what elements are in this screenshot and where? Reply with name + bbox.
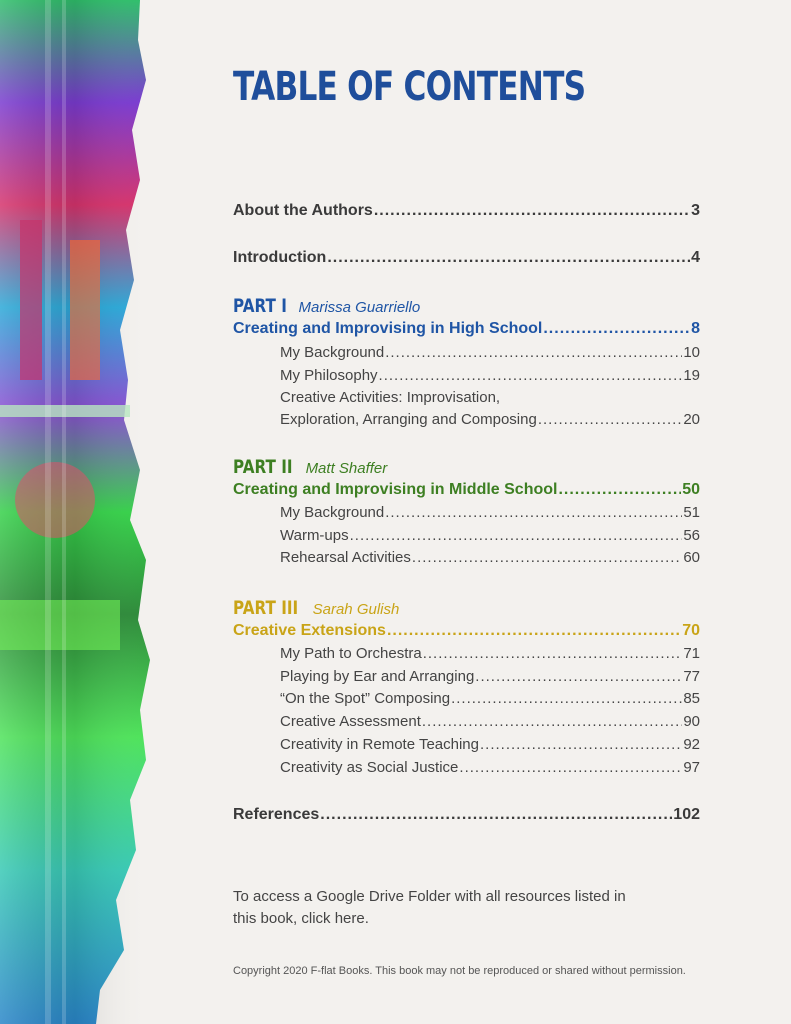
part-2-header: [233, 456, 387, 478]
toc-entry-page: 71: [683, 645, 700, 662]
dot-leader: [538, 411, 682, 428]
dot-leader: [423, 645, 683, 662]
toc-entry-title: Exploration, Arranging and Composing: [280, 411, 537, 428]
toc-entry[interactable]: [280, 367, 700, 384]
dot-leader: [374, 202, 690, 220]
toc-entry-title: Rehearsal Activities: [280, 549, 411, 566]
dot-leader: [422, 713, 682, 730]
part-label: PART III: [233, 597, 299, 619]
toc-entry-title: My Path to Orchestra: [280, 645, 422, 662]
dot-leader: [558, 481, 681, 499]
toc-entry-page: 51: [683, 504, 700, 521]
toc-entry-title: My Background: [280, 504, 385, 521]
dot-leader: [385, 504, 682, 521]
toc-entry[interactable]: [280, 645, 700, 662]
dot-leader: [480, 736, 682, 753]
toc-entry-page: 92: [683, 736, 700, 753]
toc-entry-title: Playing by Ear and Arranging: [280, 668, 475, 685]
part-label: PART I: [233, 295, 287, 317]
dot-leader: [459, 759, 682, 776]
toc-entry-title: Creativity as Social Justice: [280, 759, 459, 776]
toc-entry[interactable]: [280, 344, 700, 361]
toc-entry[interactable]: [280, 527, 700, 544]
part-label: PART II: [233, 456, 293, 478]
toc-entry-title: My Philosophy: [280, 367, 378, 384]
toc-entry-title: Creativity in Remote Teaching: [280, 736, 479, 753]
toc-part-1-heading[interactable]: [233, 320, 700, 338]
toc-entry[interactable]: [280, 736, 700, 753]
toc-entry-page: 70: [682, 622, 700, 639]
dot-leader: [385, 344, 682, 361]
toc-part-2-heading[interactable]: [233, 481, 700, 499]
toc-entry-page: 56: [683, 527, 700, 544]
toc-entry-about-authors[interactable]: [233, 202, 700, 220]
dot-leader: [327, 249, 690, 267]
toc-entry-title-line1[interactable]: Creative Activities: Improvisation,: [280, 389, 501, 406]
toc-entry[interactable]: [280, 411, 700, 428]
drive-folder-link[interactable]: To access a Google Drive Folder with all resources listed in this book, click here.: [233, 888, 626, 927]
part-author: Matt Shaffer: [305, 460, 388, 477]
dot-leader: [387, 622, 681, 640]
cover-artwork: [0, 0, 150, 1024]
toc-entry-page: 8: [691, 320, 700, 337]
toc-entry-page: 50: [682, 481, 700, 498]
toc-entry-page: 102: [673, 806, 700, 823]
dot-leader: [320, 806, 672, 824]
dot-leader: [451, 690, 682, 707]
toc-entry-page: 19: [683, 367, 700, 384]
toc-entry-title: References: [233, 806, 320, 823]
page-title: TABLE OF CONTENTS: [233, 64, 586, 110]
toc-entry-title: Introduction: [233, 249, 327, 266]
toc-entry-page: 77: [683, 668, 700, 685]
toc-entry-page: 85: [683, 690, 700, 707]
toc-entry-page: 60: [683, 549, 700, 566]
copyright-notice: Copyright 2020 F-flat Books. This book may not be reproduced or shared without permission.: [233, 965, 686, 977]
toc-part-3-heading[interactable]: [233, 622, 700, 640]
toc-entry-title: “On the Spot” Composing: [280, 690, 451, 707]
toc-entry-page: 90: [683, 713, 700, 730]
toc-entry[interactable]: [280, 690, 700, 707]
dot-leader: [350, 527, 683, 544]
toc-entry-page: 4: [691, 249, 700, 266]
toc-entry-introduction[interactable]: [233, 249, 700, 267]
toc-entry-page: 3: [691, 202, 700, 219]
toc-entry-title: Creating and Improvising in High School: [233, 320, 543, 337]
toc-entry-title: About the Authors: [233, 202, 373, 219]
toc-entry-references[interactable]: [233, 806, 700, 824]
part-author: Sarah Gulish: [312, 601, 400, 618]
toc-entry-page: 97: [683, 759, 700, 776]
dot-leader: [412, 549, 682, 566]
part-1-header: [233, 295, 420, 317]
toc-entry-title: Warm-ups: [280, 527, 349, 544]
dot-leader: [543, 320, 690, 338]
toc-entry-page: 10: [683, 344, 700, 361]
dot-leader: [475, 668, 682, 685]
toc-entry[interactable]: [280, 549, 700, 566]
toc-entry-title: My Background: [280, 344, 385, 361]
toc-entry[interactable]: [280, 668, 700, 685]
toc-entry[interactable]: [280, 713, 700, 730]
toc-entry-title: Creative Assessment: [280, 713, 421, 730]
part-author: Marissa Guarriello: [298, 299, 421, 316]
toc-entry-title: Creative Extensions: [233, 622, 386, 639]
toc-entry-title: Creating and Improvising in Middle School: [233, 481, 558, 498]
toc-entry[interactable]: [280, 504, 700, 521]
part-3-header: [233, 597, 399, 619]
dot-leader: [379, 367, 683, 384]
toc-entry[interactable]: [280, 759, 700, 776]
toc-entry-page: 20: [683, 411, 700, 428]
